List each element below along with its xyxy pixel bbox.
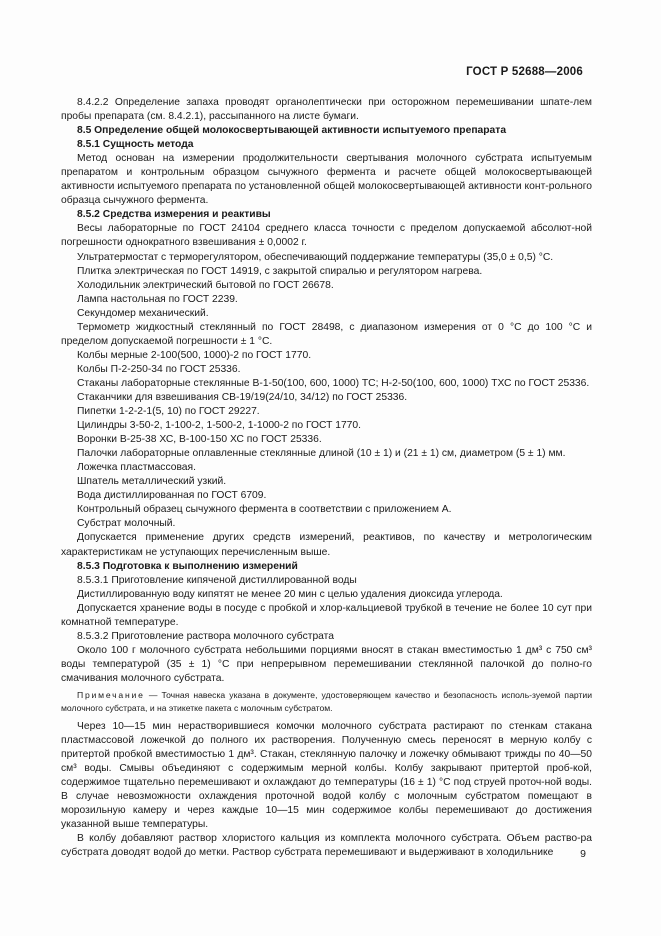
body-paragraph: В колбу добавляют раствор хлористого кальция из комплекта молочного субстрата. Объем раство-ра субстрата доводят водой до метки. Раствор субстрата перемешивают и выдерживают в холодильнике	[61, 833, 592, 859]
note-text: — Точная навеска указана в документе, удостоверяющем качество и безопасность исполь-зуемой партии молочного субстрата, и на этикетке пакета с молочным субстратом.	[61, 689, 592, 713]
body-paragraph: Метод основан на измерении продолжительности свертывания молочного субстрата испытуемым препаратом и контрольным образцом сычужного фермента и расчете общей молокосвертывающей активности испытуемого препарата по установленной общей молокосвертывающей активности конт-рольного образца сычужного фермента.	[61, 153, 592, 207]
body-paragraph: 8.5.3.1 Приготовление кипяченой дистиллированной воды	[77, 574, 357, 586]
note-label: Примечание	[77, 689, 145, 700]
body-paragraph: Палочки лабораторные оплавленные стеклянные длиной (10 ± 1) и (21 ± 1) см, диаметром (5 ± 1) мм.	[77, 448, 566, 460]
body-paragraph: Цилиндры 3-50-2, 1-100-2, 1-500-2, 1-1000-2 по ГОСТ 1770.	[77, 420, 361, 432]
body-paragraph: Пипетки 1-2-2-1(5, 10) по ГОСТ 29227.	[77, 406, 260, 418]
body-paragraph: Колбы мерные 2-100(500, 1000)-2 по ГОСТ 1770.	[77, 349, 312, 361]
body-paragraph: Термометр жидкостный стеклянный по ГОСТ 28498, с диапазоном измерения от 0 °С до 100 °С и пределом допускаемой погрешности ± 1 °С.	[61, 321, 592, 347]
body-paragraph: Дистиллированную воду кипятят не менее 20 мин с целью удаления диоксида углерода.	[77, 588, 503, 600]
section-heading: 8.5.2 Средства измерения и реактивы	[77, 209, 271, 221]
document-body	[61, 96, 592, 860]
standard-header: ГОСТ Р 52688—2006	[466, 66, 583, 78]
body-paragraph: Допускается применение других средств измерений, реактивов, по качеству и метрологическим характеристикам не уступающих перечисленным выше.	[61, 532, 592, 558]
section-heading: 8.5 Определение общей молокосвертывающей активности испытуемого препарата	[77, 125, 507, 137]
body-paragraph: Ложечка пластмассовая.	[77, 462, 196, 474]
body-paragraph: Воронки В-25-38 ХС, В-100-150 ХС по ГОСТ 25336.	[77, 434, 322, 446]
body-paragraph: Колбы П-2-250-34 по ГОСТ 25336.	[77, 363, 241, 375]
body-paragraph: Субстрат молочный.	[77, 518, 176, 530]
section-heading: 8.5.3 Подготовка к выполнению измерений	[77, 560, 298, 572]
body-paragraph: 8.5.3.2 Приготовление раствора молочного субстрата	[77, 630, 335, 642]
body-paragraph: Контрольный образец сычужного фермента в соответствии с приложением А.	[77, 504, 452, 516]
body-paragraph: Ультратермостат с терморегулятором, обеспечивающий поддержание температуры (35,0 ± 0,5) °С.	[77, 251, 554, 263]
body-paragraph: Лампа настольная по ГОСТ 2239.	[77, 293, 238, 305]
note-paragraph	[61, 689, 592, 715]
body-paragraph: Около 100 г молочного субстрата небольшими порциями вносят в стакан вместимостью 1 дм³ с 750 см³ воды температурой (35 ± 1) °С при непрерывном перемешивании стеклянной палочкой до полно-го смачивания молочного субстрата.	[61, 644, 592, 684]
body-paragraph: Плитка электрическая по ГОСТ 14919, с закрытой спиралью и регулятором нагрева.	[77, 265, 483, 277]
body-paragraph: Вода дистиллированная по ГОСТ 6709.	[77, 490, 267, 502]
section-heading: 8.5.1 Сущность метода	[77, 139, 194, 151]
body-paragraph: Секундомер механический.	[77, 307, 209, 319]
body-paragraph: Стаканчики для взвешивания СВ-19/19(24/10, 34/12) по ГОСТ 25336.	[77, 391, 408, 403]
body-paragraph: Весы лабораторные по ГОСТ 24104 среднего класса точности с пределом допускаемой абсолют-ной погрешности однократного взвешивания ± 0,0002 г.	[61, 223, 592, 249]
body-paragraph: 8.4.2.2 Определение запаха проводят органолептически при осторожном перемешивании шпате-лем пробы препарата (см. 8.4.2.1), рассыпанного на листе бумаги.	[61, 97, 592, 123]
body-paragraph: Шпатель металлический узкий.	[77, 476, 227, 488]
body-paragraph: Холодильник электрический бытовой по ГОСТ 26678.	[77, 279, 334, 291]
page-number: 9	[580, 848, 586, 860]
body-paragraph: Через 10—15 мин нерастворившиеся комочки молочного субстрата растирают по стенкам стакана пластмассовой ложечкой до полного их растворения. Полученную смесь переносят в мерную колбу с притертой пробкой вместимостью 1 дм³. Стакан, стеклянную палочку и ложечку обмывают трижды по 40—50 см³ воды. Смывы объединяют с содержимым мерной колбы. Колбу закрывают притертой проб-кой, содержимое тщательно перемешивают и охлаждают до температуры (16 ± 1) °С под струей проточ-ной воды. В случае невозможности охлаждения проточной водой колбу с молочным субстратом помещают в морозильную камеру и через каждые 10—15 мин содержимое колбы перемешивают до достижения указанной выше температуры.	[61, 720, 592, 831]
body-paragraph: Допускается хранение воды в посуде с пробкой и хлор-кальциевой трубкой в течение не более 10 сут при комнатной температуре.	[61, 602, 592, 628]
body-paragraph: Стаканы лабораторные стеклянные В-1-50(100, 600, 1000) ТС; Н-2-50(100, 600, 1000) ТХС по ГОСТ 25336.	[77, 377, 590, 389]
